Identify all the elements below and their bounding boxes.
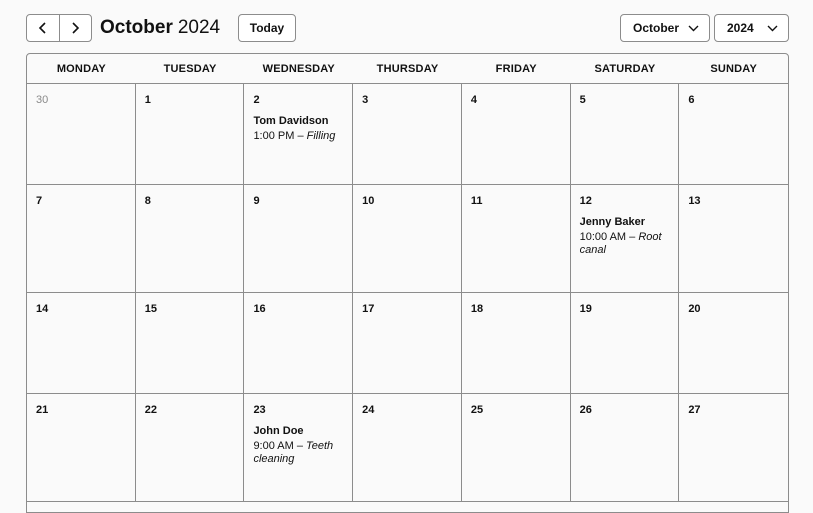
day-cell[interactable] xyxy=(353,394,462,501)
day-cell[interactable] xyxy=(353,293,462,393)
day-number: 1 xyxy=(144,94,151,106)
weekday-label: WEDNESDAY xyxy=(262,62,335,75)
weekday-label: SUNDAY xyxy=(710,62,757,75)
day-cell[interactable] xyxy=(679,84,788,184)
day-cell[interactable] xyxy=(353,185,462,292)
day-cell[interactable] xyxy=(571,293,680,393)
day-number: 7 xyxy=(36,195,43,207)
today-button[interactable]: Today xyxy=(238,14,296,42)
day-cell[interactable] xyxy=(679,394,788,501)
calendar-grid xyxy=(26,53,789,513)
day-number: 12 xyxy=(579,195,592,207)
chevron-down-icon xyxy=(767,25,778,32)
day-number: 10 xyxy=(362,195,375,207)
day-cell[interactable] xyxy=(136,185,245,292)
day-number: 22 xyxy=(144,404,157,416)
page-title xyxy=(100,14,220,42)
day-number: 24 xyxy=(362,404,375,416)
day-cell[interactable] xyxy=(136,293,245,393)
day-number: 27 xyxy=(688,404,701,416)
day-cell[interactable] xyxy=(462,185,571,292)
day-number: 8 xyxy=(144,195,151,207)
appointment-detail xyxy=(253,440,342,466)
day-cell[interactable] xyxy=(571,84,680,184)
appointment-time: 1:00 PM – xyxy=(253,130,307,142)
day-cell[interactable] xyxy=(679,185,788,292)
day-number: 9 xyxy=(253,195,260,207)
appointment-type: Filling xyxy=(306,130,336,142)
chevron-right-icon xyxy=(70,22,80,34)
day-number: 11 xyxy=(470,195,483,207)
title-month: October xyxy=(100,17,173,38)
day-cell[interactable] xyxy=(571,394,680,501)
day-cell[interactable] xyxy=(353,84,462,184)
day-number: 3 xyxy=(362,94,369,106)
year-select[interactable] xyxy=(714,14,789,42)
day-number: 19 xyxy=(579,303,592,315)
day-number: 18 xyxy=(470,303,484,315)
day-number: 26 xyxy=(579,404,592,416)
title-year: 2024 xyxy=(177,17,221,38)
appointment-time: 10:00 AM – xyxy=(579,231,639,243)
day-number: 4 xyxy=(470,94,477,106)
day-cell[interactable] xyxy=(462,394,571,501)
weekday-header xyxy=(27,54,788,84)
patient-name: John Doe xyxy=(253,425,304,437)
weekday-label: TUESDAY xyxy=(163,62,217,75)
appointment-type: Teeth cleaning xyxy=(253,440,334,465)
next-month-button[interactable] xyxy=(59,15,92,41)
day-cell[interactable] xyxy=(244,84,353,184)
day-number: 13 xyxy=(688,195,701,207)
day-number: 25 xyxy=(470,404,484,416)
appointment-detail xyxy=(580,231,669,257)
day-number: 17 xyxy=(362,303,375,315)
day-cell[interactable] xyxy=(462,84,571,184)
patient-name: Jenny Baker xyxy=(579,216,646,228)
year-select-value: 2024 xyxy=(727,21,754,35)
appointment-event[interactable] xyxy=(253,115,342,143)
appointment-detail xyxy=(253,130,342,143)
weekday-label: SATURDAY xyxy=(594,62,656,75)
patient-name: Tom Davidson xyxy=(253,115,329,127)
day-cell[interactable] xyxy=(679,293,788,393)
day-cell[interactable] xyxy=(27,84,136,184)
calendar-week xyxy=(27,293,788,394)
month-select[interactable] xyxy=(620,14,710,42)
calendar-week xyxy=(27,185,788,293)
day-number: 16 xyxy=(253,303,266,315)
day-cell[interactable] xyxy=(244,185,353,292)
day-cell[interactable] xyxy=(27,185,136,292)
weekday-label: FRIDAY xyxy=(495,62,537,75)
appointment-event[interactable] xyxy=(253,425,342,466)
day-number: 14 xyxy=(36,303,49,315)
day-cell[interactable] xyxy=(27,394,136,501)
day-cell[interactable] xyxy=(244,394,353,501)
previous-month-button[interactable] xyxy=(27,15,59,41)
day-cell[interactable] xyxy=(27,293,136,393)
day-number: 23 xyxy=(253,404,266,416)
day-number: 20 xyxy=(688,303,701,315)
day-cell[interactable] xyxy=(462,293,571,393)
day-number: 6 xyxy=(688,94,695,106)
chevron-left-icon xyxy=(38,22,48,34)
day-number: 5 xyxy=(579,94,586,106)
weekday-label: MONDAY xyxy=(56,62,106,75)
day-number: 21 xyxy=(36,404,49,416)
day-cell[interactable] xyxy=(136,84,245,184)
day-number: 15 xyxy=(144,303,157,315)
day-number: 2 xyxy=(253,94,260,106)
day-cell[interactable] xyxy=(136,394,245,501)
appointment-type: Root canal xyxy=(579,231,662,256)
chevron-down-icon xyxy=(688,25,699,32)
month-select-value: October xyxy=(633,21,680,35)
month-navigation xyxy=(26,14,92,42)
appointment-time: 9:00 AM – xyxy=(253,440,307,452)
calendar-week xyxy=(27,394,788,502)
weekday-label: THURSDAY xyxy=(376,62,439,75)
appointment-event[interactable] xyxy=(580,216,669,257)
day-cell[interactable] xyxy=(244,293,353,393)
day-number: 30 xyxy=(36,94,49,106)
day-cell[interactable] xyxy=(571,185,680,292)
calendar-week xyxy=(27,84,788,185)
